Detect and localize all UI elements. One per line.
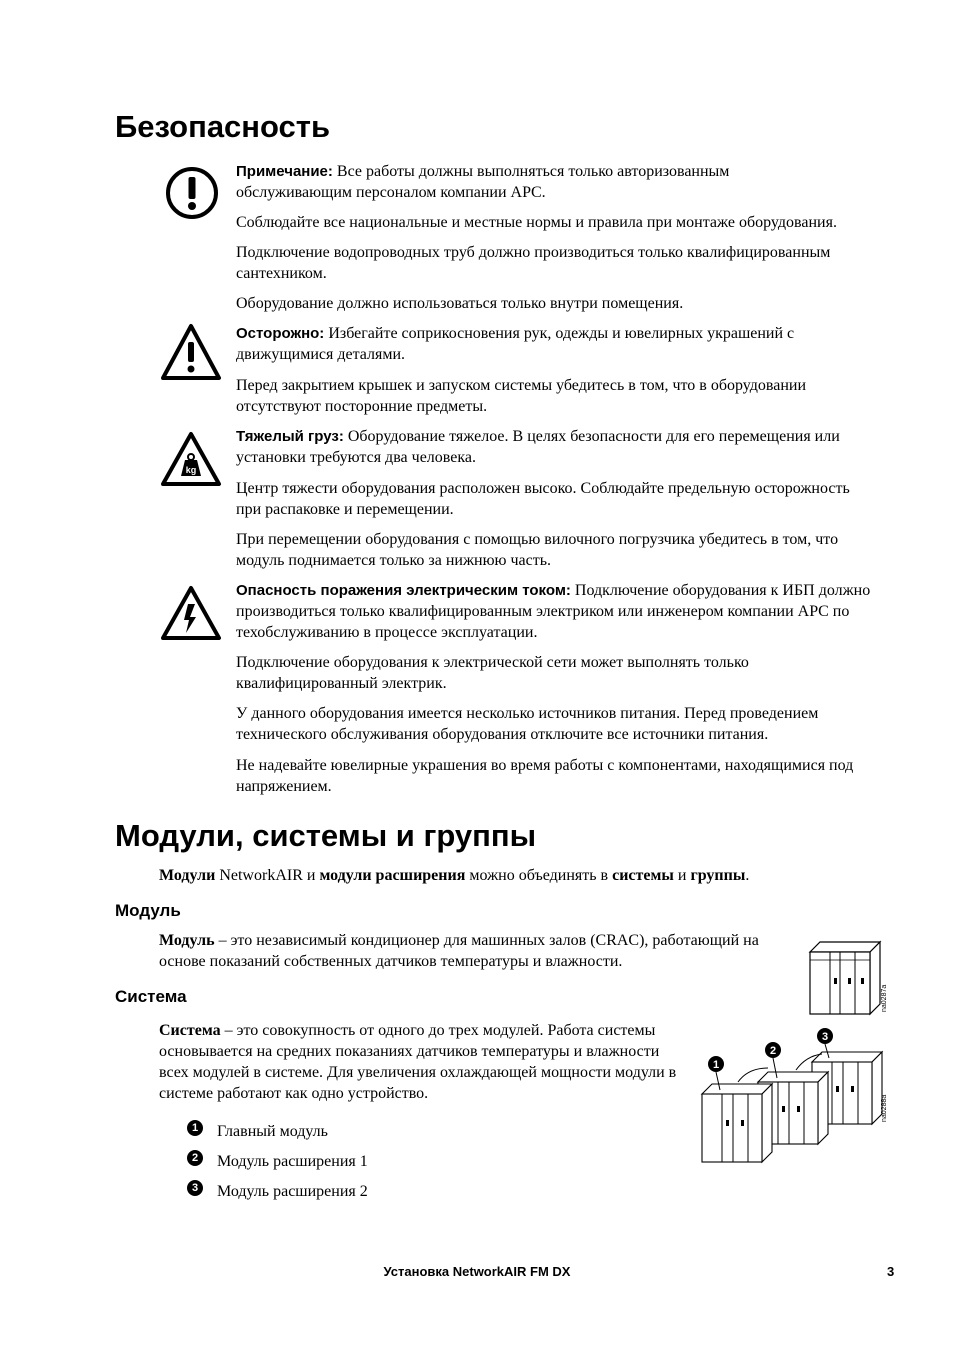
list-item-1-number: 1 [187,1120,203,1136]
intro-modules-term: Модули [159,867,216,884]
caution-label: Осторожно: [236,325,325,342]
electric-power-sources-paragraph: У данного оборудования имеется несколько источников питания. Перед проведением технического обслуживания оборудования отключите все источники питания. [236,705,819,743]
intro-text-4: . [745,867,750,884]
list-item-2-label: Модуль расширения 1 [217,1153,368,1170]
electric-paragraph [236,580,886,643]
note-label: Примечание: [236,163,333,180]
note-text: Все работы должны выполняться только авторизованным обслуживающим персоналом компании APC. [236,163,730,201]
system-callout-3: 3 [821,1031,829,1043]
heavy-center-gravity-paragraph: Центр тяжести оборудования расположен высоко. Соблюдайте предельную осторожность при распаковке и перемещении. [236,480,850,518]
intro-text-3: и [673,867,691,884]
electric-jewelry-paragraph: Не надевайте ювелирные украшения во время работы с компонентами, находящимися под напряжением. [236,757,854,795]
note-indoor-paragraph: Оборудование должно использоваться только внутри помещения. [236,295,684,312]
note-plumbing-paragraph: Подключение водопроводных труб должно производиться только квалифицированным сантехником. [236,244,831,282]
heavy-icon-kg: kg [185,465,197,475]
electric-network-paragraph: Подключение оборудования к электрической сети может выполнять только квалифицированный электрик. [236,654,749,692]
main-module-cabinet [702,1084,772,1162]
footer-title: Установка NetworkAIR FM DX [383,1264,571,1279]
caution-warning-icon [159,322,223,382]
intro-expansion-term: модули расширения [319,867,466,884]
list-item-3-label: Модуль расширения 2 [217,1183,368,1200]
system-figure-id: na0288a [881,1094,888,1122]
electric-text: Подключение оборудования к ИБП должно производиться только квалифицированным электриком или инженером компании APC по техобслуживанию в процессе эксплуатации. [236,582,871,641]
system-text: – это совокупность от одного до трех модулей. Работа системы основывается на средних показаниях датчиков температуры и влажности всех модулей в системе. Для увеличения охлаждающей мощности модули в системе работают как одно устройство. [159,1022,677,1102]
intro-groups-term: группы [690,867,746,884]
intro-systems-term: системы [612,867,674,884]
module-term: Модуль [159,932,215,949]
list-item-3-number: 3 [187,1180,203,1196]
note-paragraph [236,161,836,203]
modules-intro [159,865,879,886]
intro-text-1: NetworkAIR и [215,867,320,884]
heavy-forklift-paragraph: При перемещении оборудования с помощью вилочного погрузчика убедитесь в том, что модуль поднимается только за нижнюю часть. [236,531,839,569]
single-module-figure [806,938,890,1020]
single-module-figure-id: na0287a [881,984,888,1012]
intro-text-2: можно объединять в [465,867,613,884]
module-text: – это независимый кондиционер для машинных залов (CRAC), работающий на основе показаний собственных датчиков температуры и влажности. [159,932,759,970]
heavy-text: Оборудование тяжелое. В целях безопасности для его перемещения или установки требуются два человека. [236,428,840,466]
system-modules-figure [698,1024,892,1164]
module-paragraph [159,930,799,972]
electric-shock-icon [159,584,223,642]
safety-title: Безопасность [115,109,331,144]
heavy-weight-icon [159,430,223,488]
note-norms-paragraph: Соблюдайте все национальные и местные нормы и правила при монтаже оборудования. [236,214,837,231]
system-heading: Система [115,987,187,1006]
list-item-1-label: Главный модуль [217,1123,328,1140]
caution-paragraph [236,323,876,365]
system-callout-1: 1 [712,1059,720,1071]
modules-title: Модули, системы и группы [115,818,537,853]
list-item-2-number: 2 [187,1150,203,1166]
electric-label: Опасность поражения электрическим током: [236,582,571,599]
system-term: Система [159,1022,221,1039]
system-paragraph [159,1020,689,1104]
caution-foreign-objects-paragraph: Перед закрытием крышек и запуском системы убедитесь в том, что в оборудовании отсутствуют посторонние предметы. [236,377,807,415]
footer-page-number: 3 [887,1264,895,1279]
caution-text: Избегайте соприкосновения рук, одежды и ювелирных украшений с движущимися деталями. [236,325,795,363]
heavy-label: Тяжелый груз: [236,428,344,445]
heavy-paragraph [236,426,896,468]
system-callout-2: 2 [769,1045,777,1057]
note-exclamation-icon [165,166,219,220]
module-heading: Модуль [115,901,181,920]
